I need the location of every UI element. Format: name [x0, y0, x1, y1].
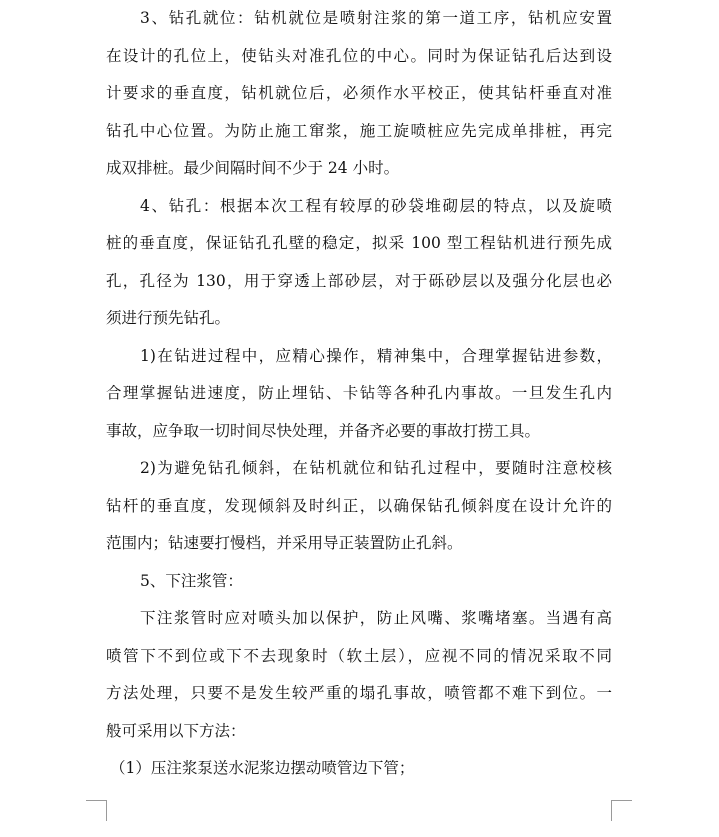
- page-margin-corner-left: [86, 800, 107, 821]
- paragraph-line: 钻杆的垂直度，发现倾斜及时纠正，以确保钻孔倾斜度在设计允许的: [106, 496, 612, 515]
- paragraph-line: 般可采用以下方法：: [106, 721, 246, 740]
- paragraph-line: 事故，应争取一切时间尽快处理，并备齐必要的事故打捞工具。: [106, 421, 541, 440]
- document-body: [106, 0, 612, 788]
- paragraph-line: 4、钻孔：根据本次工程有较厚的砂袋堆砌层的特点，以及旋喷: [140, 196, 612, 215]
- paragraph-line: 喷管下不到位或下不去现象时（软土层），应视不同的情况采取不同: [106, 646, 612, 665]
- paragraph-line: 须进行预先钻孔。: [106, 309, 231, 327]
- section-heading: 5、下注浆管：: [140, 571, 243, 590]
- paragraph-line: 合理掌握钻进速度，防止埋钻、卡钻等各种孔内事故。一旦发生孔内: [106, 384, 612, 402]
- paragraph-line: 方法处理，只要不是发生较严重的塌孔事故，喷管都不难下到位。一: [106, 684, 612, 702]
- paragraph-line: 钻孔中心位置。为防止施工窜浆，施工旋喷桩应先完成单排桩，再完: [106, 121, 612, 140]
- paragraph-line: 桩的垂直度，保证钻孔孔壁的稳定，拟采 100 型工程钻机进行预先成: [106, 234, 612, 252]
- paragraph-line: 成双排桩。最少间隔时间不少于 24 小时。: [106, 159, 400, 177]
- paragraph-line: 2)为避免钻孔倾斜，在钻机就位和钻孔过程中，要随时注意校核: [140, 459, 612, 477]
- list-item: （1）压注浆泵送水泥浆边摆动喷管边下管；: [110, 759, 415, 777]
- paragraph-line: 在设计的孔位上，使钻头对准孔位的中心。同时为保证钻孔后达到设: [106, 46, 612, 65]
- paragraph-line: 孔，孔径为 130，用于穿透上部砂层，对于砾砂层以及强分化层也必: [106, 271, 612, 290]
- paragraph-line: 范围内；钻速要打慢档，并采用导正装置防止孔斜。: [106, 534, 463, 552]
- paragraph-line: 3、钻孔就位：钻机就位是喷射注浆的第一道工序，钻机应安置: [140, 9, 612, 27]
- paragraph-line: 计要求的垂直度，钻机就位后，必须作水平校正，使其钻杆垂直对准: [106, 84, 612, 102]
- paragraph-line: 1)在钻进过程中，应精心操作，精神集中，合理掌握钻进参数，: [140, 346, 612, 365]
- paragraph-line: 下注浆管时应对喷头加以保护，防止风嘴、浆嘴堵塞。当遇有高: [140, 609, 612, 627]
- page-margin-corner-right: [611, 800, 632, 821]
